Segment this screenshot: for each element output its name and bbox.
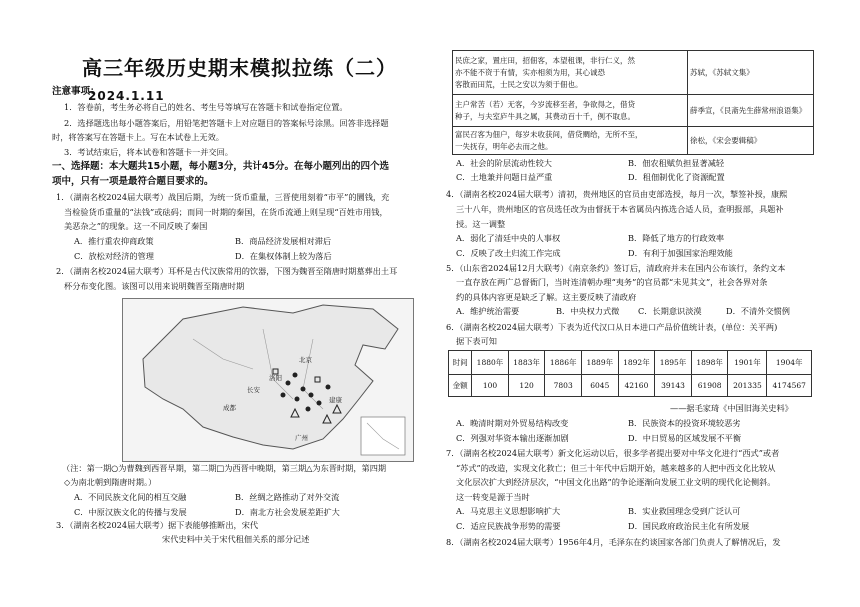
q3-row1-line1: 民庶之家，置庄田，招佃客，本望租课，非行仁义，然 <box>455 55 635 65</box>
q2-note-2: ◇为南北朝到隋唐时期。） <box>64 477 157 487</box>
q6-head-2: 1883年 <box>508 351 545 375</box>
q2-option-d: D．南北方社会发展差距扩大 <box>235 507 340 517</box>
map-label-guangzhou: 广州 <box>295 434 308 442</box>
q6-head-4: 1889年 <box>582 351 619 375</box>
page-title <box>82 52 430 105</box>
notice-heading: 注意事项： <box>52 86 100 97</box>
q3-row1-line2: 亦不能不资于有情，实亦相须为用，其心诚恐 <box>455 67 605 77</box>
q3-row3-line1: 富民召客为佃户，每岁未收获间，借贷赒给，无所不至， <box>455 129 643 139</box>
q3-row2-text <box>453 95 688 127</box>
q6-head-0: 时间 <box>449 351 472 375</box>
q4-option-b: B．降低了地方的行政效率 <box>628 233 725 243</box>
q1-option-d: D．在集权体制上较为落后 <box>235 251 332 261</box>
q4-option-a: A．弱化了清廷中央的人事权 <box>456 233 561 243</box>
notice-item-2: 2．选择题选出每小题答案后，用铅笔把答题卡上对应题目的答案标号涂黑。回答非选择题 <box>64 118 389 128</box>
q8-line: 8．（湖南名校2024届大联考）1956年4月，毛泽东在约谈国家各部门负责人了解情况后，发 <box>446 537 781 547</box>
q5-option-a: A．维护统治需要 <box>456 306 520 316</box>
q3-row3-line2: 一失抚存，明年必去而之他。 <box>455 141 553 151</box>
q4-line-3: 授。这一调整 <box>456 219 506 229</box>
q3-option-b: B．佃农租赋负担显著减轻 <box>628 158 725 168</box>
q6-cell-5: 42160 <box>618 375 655 397</box>
q6-line-1: 6．（湖南名校2024届大联考）下表为近代汉口从日本进口产品价值统计表，(单位：关平两) <box>446 322 778 332</box>
notice-item-3: 3．考试结束后，将本试卷和答题卡一并交回。 <box>64 147 233 157</box>
q3-table <box>452 50 814 155</box>
q3-option-d: D．租佃制优化了资源配置 <box>628 172 725 182</box>
q4-line-2: 三十八年，贵州地区的官员选任改为由督抚于本省属员内拣选合适人员，查明报部，具题补 <box>456 204 784 214</box>
q5-line-2: 一直存放在两广总督衙门，当时连清朝办理“夷务”的官员都“未见其文”，社会各界对条 <box>456 277 768 287</box>
q6-value-table <box>448 350 812 397</box>
q3-table-row <box>453 95 814 127</box>
q7-option-c: C．适应民族战争形势的需要 <box>456 521 561 531</box>
q3-row2-line2: 种子，与夫室庐牛具之属，其费动百十千，例不取息。 <box>455 111 635 121</box>
q7-line-3: 文化层次扩大到经济层次，“中国文化出路”的争论逐渐向发展工业文明的现代化论侧斜。 <box>456 477 776 487</box>
q4-line-1: 4．（湖南名校2024届大联考）清初，贵州地区的官员由吏部选授，每月一次，掣签补授，康熙 <box>446 189 788 199</box>
q7-option-d: D．国民政府政治民主化有所发展 <box>628 521 750 531</box>
china-map-graphic <box>123 299 413 461</box>
section-heading-1: 一、选择题：本大题共15小题，每小题3分，共计45分。在每小题列出的四个选 <box>52 161 390 172</box>
eartup-distribution-map <box>122 298 414 462</box>
q3-line: 3．（湖南名校2024届大联考）据下表能够推断出，宋代 <box>56 520 259 530</box>
q7-option-a: A．马克思主义思想影响扩大 <box>456 506 561 516</box>
q6-cell-4: 6045 <box>582 375 619 397</box>
q6-cell-0: 金额 <box>449 375 472 397</box>
q6-head-9: 1904年 <box>767 351 812 375</box>
q3-row3-text <box>453 127 688 155</box>
q3-table-row <box>453 127 814 155</box>
q6-cell-8: 201335 <box>728 375 767 397</box>
q2-option-b: B．丝绸之路推动了对外交流 <box>235 492 340 502</box>
q6-option-d: D．中日贸易的区域发展不平衡 <box>628 433 742 443</box>
q6-header-row <box>449 351 812 375</box>
q6-head-5: 1892年 <box>618 351 655 375</box>
q4-option-c: C．反映了改土归流工作完成 <box>456 248 561 258</box>
q7-option-b: B．实业救国理念受到广泛认可 <box>628 506 741 516</box>
exam-date: 2024.1.11 <box>88 89 165 103</box>
map-label-beijing: 北京 <box>299 356 312 364</box>
q3-table-row <box>453 51 814 95</box>
q3-row2-line1: 主户常苦（若）无客，今岁流移至者，争欲得之，借贷 <box>455 99 635 109</box>
q3-option-c: C．土地兼并问题日益严重 <box>456 172 553 182</box>
q3-table-caption: 宋代史料中关于宋代租佃关系的部分记述 <box>162 534 310 544</box>
q6-cell-2: 120 <box>508 375 545 397</box>
notice-item-2b: 时，将答案写在答题卡上。写在本试卷上无效。 <box>52 132 224 142</box>
q6-option-b: B．民族资本的投资环境较恶劣 <box>628 418 741 428</box>
q3-row1-line3: 客散而田荒，士民之安以为须于佃也。 <box>455 79 583 89</box>
q7-line-4: 这一转变是源于当时 <box>456 492 530 502</box>
q1-line-1: 1．（湖南名校2024届大联考）战国后期，为统一货币重量，三晋使用刻着“市平”的圜钱，充 <box>56 192 390 202</box>
q2-note-1: （注：第一期○为曹魏到西晋早期，第二期□为西晋中晚期，第三期△为东晋时期，第四期 <box>62 463 387 473</box>
q6-cell-9: 4174567 <box>767 375 812 397</box>
q6-cell-1: 100 <box>472 375 509 397</box>
q2-line-2: 杯分布变化图。该图可以用来说明魏晋至隋唐时期 <box>64 281 245 291</box>
section-heading-2: 项中，只有一项是最符合题目要求的。 <box>52 176 214 187</box>
q3-row3-source: 徐松，《宋会要辑稿》 <box>688 127 814 155</box>
q1-option-c: C．放松对经济的管理 <box>74 251 154 261</box>
q1-option-b: B．商品经济发展相对滞后 <box>235 236 332 246</box>
q5-option-b: B．中央权力式微 <box>556 306 620 316</box>
q6-head-6: 1895年 <box>655 351 692 375</box>
q6-head-7: 1898年 <box>691 351 728 375</box>
q6-head-1: 1880年 <box>472 351 509 375</box>
left-column <box>52 0 430 607</box>
q1-option-a: A．推行重农抑商政策 <box>74 236 154 246</box>
q2-line-1: 2．（湖南名校2024届大联考）耳杯是古代汉族常用的饮器，下图为魏晋至隋唐时期墓葬出土耳 <box>56 266 398 276</box>
q5-option-c: C．长期意识淡漠 <box>638 306 702 316</box>
q5-option-d: D．不清外交惯例 <box>726 306 790 316</box>
map-label-jiankang: 建康 <box>329 396 342 404</box>
q3-row2-source: 薛季宣，《艮斋先生薛常州浪语集》 <box>688 95 814 127</box>
q6-data-row <box>449 375 812 397</box>
q6-head-8: 1901年 <box>728 351 767 375</box>
q6-option-a: A．晚清时期对外贸易结构改变 <box>456 418 569 428</box>
q6-source: ——据毛家琦《中国旧海关史料》 <box>670 403 793 413</box>
notice-item-1: 1．答卷前，考生务必将自己的姓名、考生号等填写在答题卡和试卷指定位置。 <box>64 102 348 112</box>
q5-line-3: 约的具体内容更是缺乏了解。这主要反映了清政府 <box>456 292 637 302</box>
q7-line-2: “苏式”的改造，实现文化救亡；但三十年代中后期开始，越来越多的人把中西文化比较从 <box>456 463 776 473</box>
map-label-changan: 长安 <box>247 386 260 394</box>
map-label-luoyang: 洛阳 <box>269 374 282 382</box>
q3-option-a: A．社会的阶层流动性较大 <box>456 158 552 168</box>
q7-line-1: 7．（湖南名校2024届大联考）新文化运动以后，很多学者提出要对中华文化进行“西式”或者 <box>446 448 780 458</box>
q2-option-c: C．中原汉族文化的传播与发展 <box>74 507 187 517</box>
q5-line-1: 5．（山东省2024届12月大联考）《南京条约》签订后，清政府并未在国内公布该行，条约文本 <box>446 263 786 273</box>
right-column <box>446 0 812 607</box>
q4-option-d: D．有利于加强国家治理效能 <box>628 248 733 258</box>
q1-line-3: 美恶杂之”的现象。这一不同反映了秦国 <box>64 221 208 231</box>
q1-line-2: 当检验货币重量的“法钱”或砝码；而同一时期的秦国，在货币流通上则呈现“百姓市用钱， <box>64 207 388 217</box>
q6-head-3: 1886年 <box>545 351 582 375</box>
title-text: 高三年级历史期末模拟拉练（二） <box>82 56 397 80</box>
q6-cell-3: 7803 <box>545 375 582 397</box>
q3-row1-text <box>453 51 688 95</box>
q3-row1-source: 苏轼，《苏轼文集》 <box>688 51 814 95</box>
q6-cell-7: 61908 <box>691 375 728 397</box>
q6-line-2: 据下表可知 <box>456 336 497 346</box>
q2-option-a: A．不同民族文化间的相互交融 <box>74 492 187 502</box>
q6-cell-6: 39143 <box>655 375 692 397</box>
q6-option-c: C．列强对华资本输出逐渐加剧 <box>456 433 569 443</box>
map-label-chengdu: 成都 <box>223 404 236 412</box>
